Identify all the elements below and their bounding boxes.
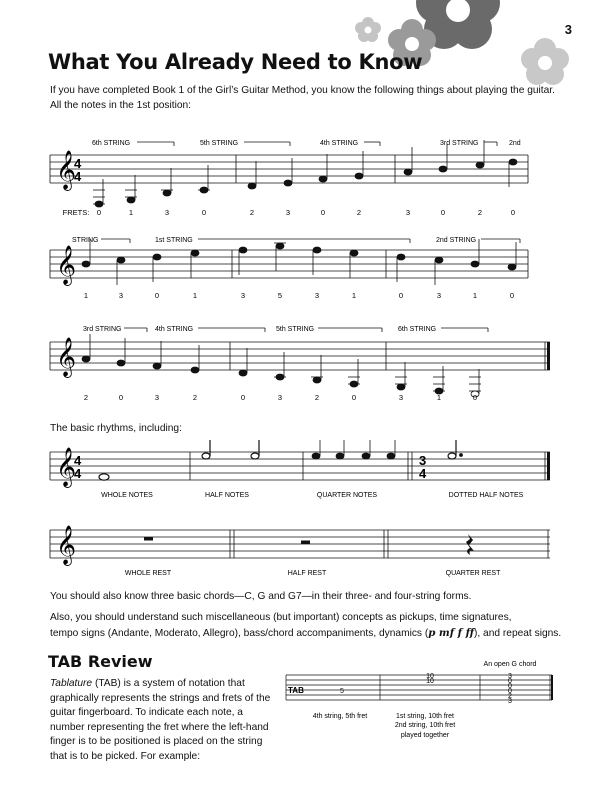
time-sig-bottom-3: 4 [419,466,427,481]
fret-number: 0 [440,208,446,217]
page-title: What You Already Need to Know [48,50,423,74]
string-label: 3rd STRING [83,326,122,333]
tab-number: 5 [340,688,344,695]
quarter-note [387,440,395,459]
frets-label: FRETS: [62,208,90,217]
staff-1 [0,135,600,225]
fret-numbers [63,208,515,217]
note [248,161,256,189]
string-label: 6th STRING [92,140,131,147]
concepts-line-2-post: ), and repeat signs. [474,627,562,639]
string-label: 4th STRING [155,326,194,333]
string-label: 2nd STRING [436,237,477,244]
time-sig-top: 4 [74,453,82,468]
note [161,168,173,196]
dotted-half-note [448,440,462,459]
whole-rest [144,537,153,541]
fret-number: 0 [510,208,516,217]
fret-number: 2 [356,208,362,217]
tab-number: 3 [508,698,512,705]
quarter-note [336,440,344,459]
rest-label: WHOLE REST [124,570,172,577]
time-sig-bottom: 4 [74,466,82,481]
fret-number: 0 [154,291,160,300]
half-note [202,440,210,459]
staff-3 [0,318,600,403]
intro-line-2: All the notes in the 1st position: [50,99,192,111]
tab-number: 10 [426,673,434,680]
tab-description: (TAB) is a system of notation that graphically represents the strings and frets of the guitar fingerboard. To indicate each note, a number representing the fret where the left-hand finger is to be positioned is placed on the string that is to be picked. For example: [50,678,271,762]
fret-number: 0 [240,393,246,402]
fret-number: 2 [477,208,483,217]
notes [93,140,517,207]
tab-review-text [50,677,280,764]
fret-number: 3 [405,208,411,217]
final-barline [547,452,550,480]
string-label: 1st STRING [155,237,193,244]
tab-label: TAB [288,686,304,695]
note [395,362,407,390]
time-sig-top: 4 [74,156,82,171]
fret-number: 3 [436,291,442,300]
fret-numbers [84,393,477,402]
intro-line-1: If you have completed Book 1 of the Girl’s Guitar Method, you know the following things about playing the guitar. [50,85,555,96]
notes [82,334,481,397]
rhythms-heading: The basic rhythms, including: [50,423,182,434]
tab-caption: played together [400,732,450,739]
string-label: STRING [72,237,99,244]
fret-number: 0 [398,291,404,300]
tab-number: 10 [426,678,434,685]
flower-right [521,38,569,85]
tab-number: 0 [508,683,512,690]
tab-example [280,658,560,758]
string-label: 5th STRING [276,326,315,333]
fret-number: 0 [472,393,478,402]
fret-number: 1 [128,208,134,217]
fret-number: 3 [314,291,320,300]
concepts-text [50,611,590,641]
half-rest [301,541,310,545]
tab-final-barline [551,675,553,700]
quarter-note [312,440,320,459]
chords-text: You should also know three basic chords—C, G and G7—in their three- and four-string forms. [50,591,472,602]
note [311,355,323,383]
note [404,147,412,175]
fret-number: 2 [192,393,198,402]
note [439,144,447,172]
concepts-line-2 [50,626,590,642]
treble-clef: 𝄞 [56,246,77,284]
fret-number: 3 [285,208,291,217]
string-label: 6th STRING [398,326,437,333]
tab-review-heading: TAB Review [48,652,153,671]
tab-number: 0 [508,688,512,695]
time-sig-top-3: 3 [419,453,427,468]
tab-caption: 1st string, 10th fret [396,713,454,720]
fret-number: 1 [83,291,89,300]
treble-clef: 𝄞 [56,448,77,486]
fret-number: 0 [351,393,357,402]
concepts-line-1: Also, you should understand such miscellaneous (but important) concepts as pickups, time signatures, [50,612,512,623]
tab-caption: 2nd string, 10th fret [394,722,456,729]
note [125,175,137,203]
fret-number: 0 [96,208,102,217]
treble-clef: 𝄞 [56,151,77,189]
fret-number: 0 [320,208,326,217]
rest-label: HALF REST [287,570,327,577]
string-labels [92,140,521,147]
treble-clef: 𝄞 [56,338,77,376]
tab-number: 0 [508,678,512,685]
time-sig-bottom: 4 [74,169,82,184]
fret-number: 3 [277,393,283,402]
note [239,348,247,376]
fret-number: 0 [509,291,515,300]
note [153,341,161,369]
chord-label: An open G chord [483,661,537,668]
tab-number: 2 [508,693,512,700]
rhythm-label: DOTTED HALF NOTES [448,492,524,499]
fret-numbers [84,291,514,300]
fret-number: 2 [83,393,89,402]
rest-label: QUARTER REST [445,570,501,577]
rhythm-label: HALF NOTES [205,492,249,499]
staff-2 [0,230,600,305]
rhythm-label: WHOLE NOTES [101,492,153,499]
fret-number: 1 [192,291,198,300]
fret-number: 3 [118,291,124,300]
string-label: 2nd [509,140,521,147]
final-barline [547,342,550,370]
fret-number: 0 [118,393,124,402]
rest-staff [0,520,600,585]
fret-number: 2 [314,393,320,402]
rhythm-staff [0,440,600,505]
dynamics-marks: p mf f ff [428,626,474,639]
treble-clef: 𝄞 [56,526,77,564]
tab-caption: 4th string, 5th fret [312,713,368,720]
fret-number: 3 [154,393,160,402]
half-note [251,440,259,459]
fret-number: 0 [201,208,207,217]
note [508,242,516,270]
concepts-line-2-pre: tempo signs (Andante, Moderato, Allegro), bass/chord accompaniments, dynamics ( [50,627,429,639]
whole-note [99,474,109,480]
fret-number: 1 [351,291,357,300]
tab-term: Tablature [50,678,93,689]
tab-number: 3 [508,673,512,680]
fret-number: 3 [240,291,246,300]
flower-small [355,17,381,42]
intro [50,84,570,113]
fret-number: 1 [436,393,442,402]
string-label: 3rd STRING [440,140,479,147]
page-number: 3 [564,22,572,37]
fret-number: 3 [164,208,170,217]
note [319,154,327,182]
string-label: 4th STRING [320,140,359,147]
fret-number: 2 [249,208,255,217]
fret-number: 3 [398,393,404,402]
quarter-note [362,440,370,459]
fret-number: 5 [277,291,283,300]
fret-number: 1 [472,291,478,300]
string-label: 5th STRING [200,140,239,147]
rhythm-label: QUARTER NOTES [316,492,378,499]
note [82,334,90,362]
